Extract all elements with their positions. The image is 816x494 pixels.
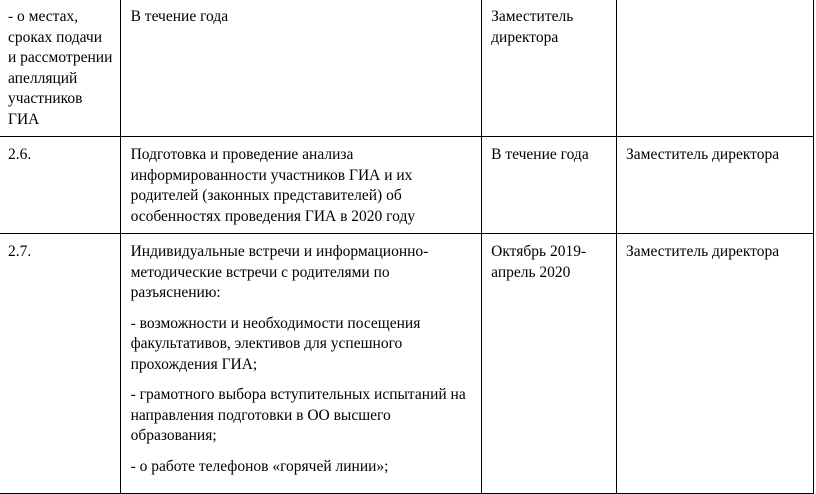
cell-text: - о местах, сроках подачи и рассмотрении апелляций участников ГИА bbox=[8, 8, 113, 128]
cell-number bbox=[0, 234, 120, 494]
cell-text: Заместитель директора bbox=[626, 146, 780, 163]
cell-text: Октябрь 2019-апрель 2020 bbox=[491, 243, 587, 281]
cell-empty bbox=[617, 0, 814, 137]
cell-text: Заместитель директора bbox=[491, 8, 574, 46]
cell-responsible bbox=[617, 234, 814, 494]
cell-term bbox=[482, 234, 617, 494]
table-row bbox=[0, 137, 814, 234]
table-row bbox=[0, 0, 814, 137]
event-paragraph: Индивидуальные встречи и информационно-методические встречи с родителями по разъяснению: bbox=[130, 243, 429, 301]
cell-term bbox=[482, 137, 617, 234]
event-paragraph: - грамотного выбора вступительных испытаний на направления подготовки в ОО высшего образования; bbox=[130, 386, 466, 444]
cell-event bbox=[120, 137, 482, 234]
cell-responsible bbox=[617, 137, 814, 234]
cell-number bbox=[0, 137, 120, 234]
cell-term bbox=[120, 0, 482, 137]
cell-responsible bbox=[482, 0, 617, 137]
cell-number bbox=[0, 0, 120, 137]
table-row bbox=[0, 234, 814, 494]
cell-text: 2.6. bbox=[8, 146, 32, 163]
cell-text: 2.7. bbox=[8, 243, 32, 260]
event-paragraph: - возможности и необходимости посещения факультативов, элективов для успешного прохождения ГИА; bbox=[130, 314, 421, 373]
cell-text: Заместитель директора bbox=[626, 243, 780, 260]
event-paragraph: - о работе телефонов «горячей линии»; bbox=[130, 457, 389, 475]
cell-text: В течение года bbox=[491, 146, 589, 163]
cell-text: В течение года bbox=[130, 8, 229, 25]
cell-event bbox=[120, 234, 482, 494]
cell-text: Подготовка и проведение анализа информированности участников ГИА и их родителей (законных представителей) об особенностях проведения ГИА в 2020 году bbox=[130, 146, 416, 225]
